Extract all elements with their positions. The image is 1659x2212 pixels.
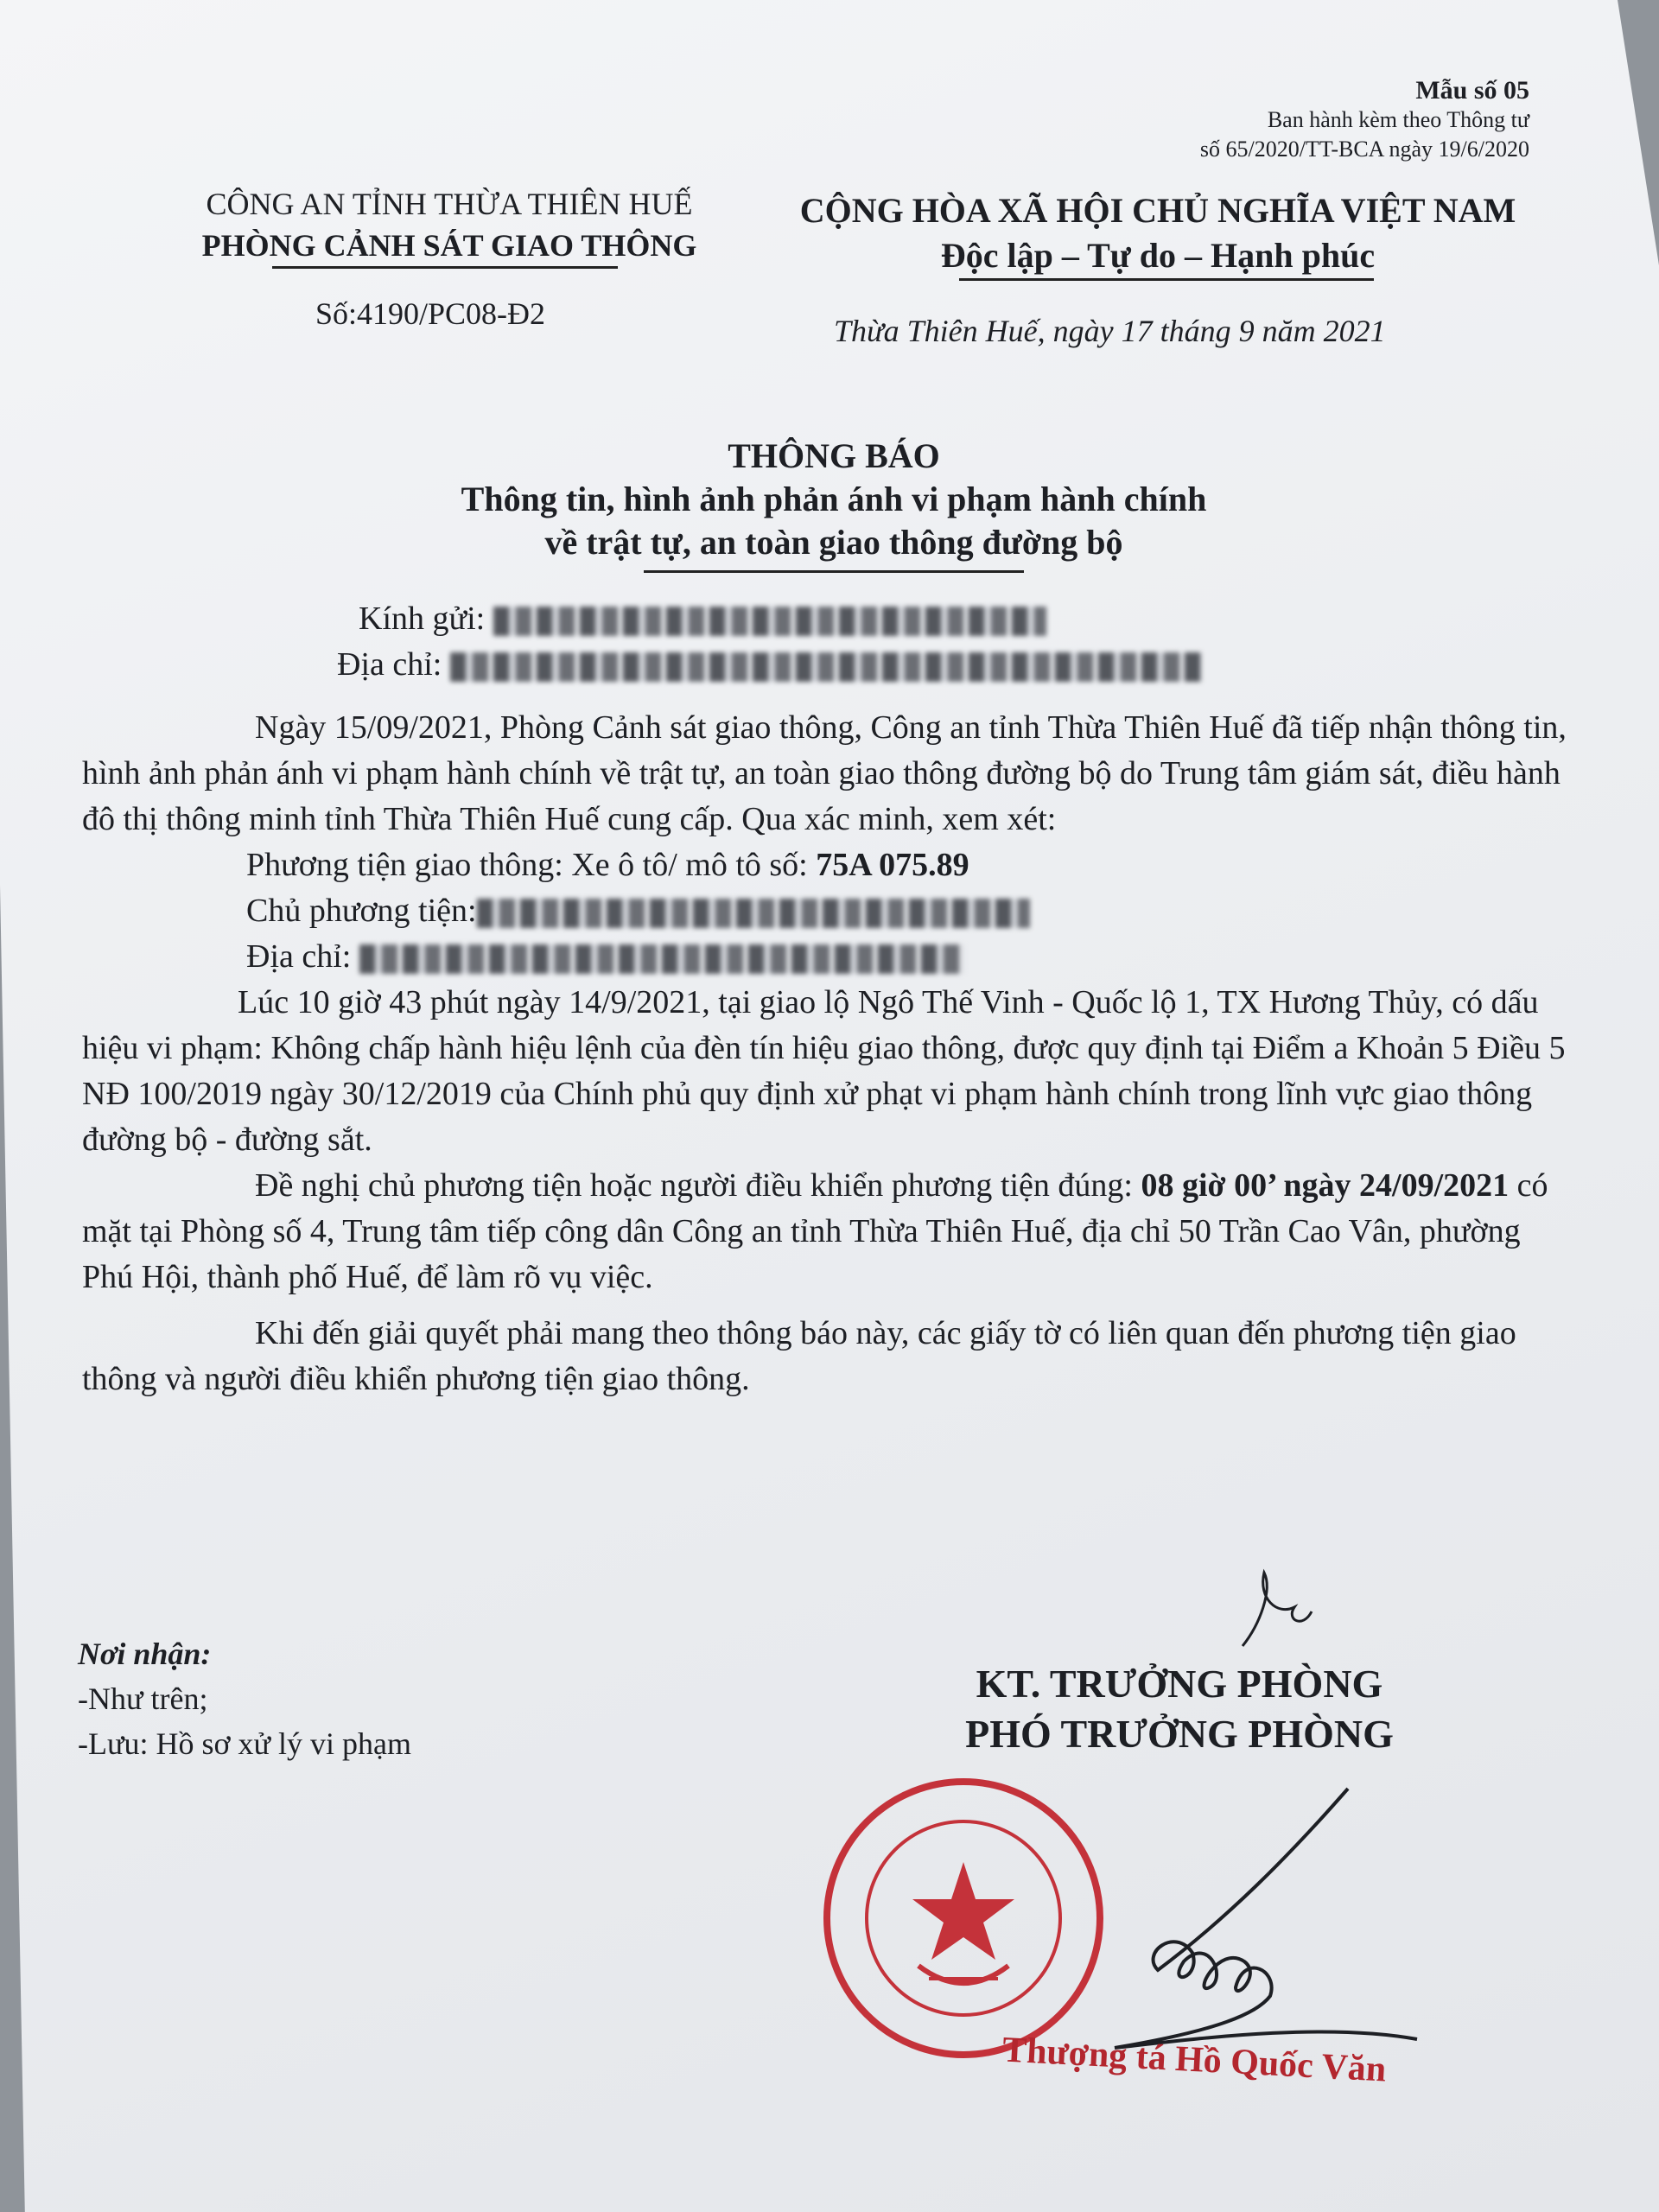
country-name: CỘNG HÒA XÃ HỘI CHỦ NGHĨA VIỆT NAM — [799, 191, 1516, 230]
signer-title-1: KT. TRƯỞNG PHÒNG — [976, 1662, 1383, 1706]
redacted-owner — [477, 899, 1030, 928]
handwritten-signature-icon — [1063, 1780, 1426, 2056]
agency-parent: CÔNG AN TỈNH THỪA THIÊN HUẾ — [206, 187, 693, 221]
agency-header — [168, 183, 730, 266]
appointment-time: 08 giờ 00’ ngày 24/09/2021 — [1141, 1167, 1510, 1204]
owner-label: Chủ phương tiện: — [246, 893, 477, 929]
form-reference — [1200, 76, 1529, 164]
form-ref-line2: số 65/2020/TT-BCA ngày 19/6/2020 — [1199, 137, 1529, 162]
signer-block — [894, 1659, 1465, 1759]
paragraph-3 — [82, 1163, 1577, 1300]
paragraph-1: Ngày 15/09/2021, Phòng Cảnh sát giao thông, Công an tỉnh Thừa Thiên Huế đã tiếp nhận thông tin, hình ảnh phản ánh vi phạm hành chính về trật tự, an toàn giao thông đường bộ do Trung tâm giám sát, điều hành đô thị thông minh tỉnh Thừa Thiên Huế cung cấp. Qua xác minh, xem xét: — [82, 709, 1567, 837]
form-ref-line1: Ban hành kèm theo Thông tư — [1267, 107, 1529, 132]
agency-unit: PHÒNG CẢNH SÁT GIAO THÔNG — [201, 228, 697, 263]
owner-line — [82, 888, 1577, 934]
notice-body — [82, 596, 1577, 1402]
addressee-line — [82, 596, 1577, 642]
vehicle-line — [82, 842, 1577, 888]
issue-date: Thừa Thiên Huế, ngày 17 tháng 9 năm 2021 — [834, 314, 1386, 348]
title-sub2: về trật tự, an toàn giao thông đường bộ — [544, 523, 1123, 562]
paragraph-2: Lúc 10 giờ 43 phút ngày 14/9/2021, tại giao lộ Ngô Thế Vinh - Quốc lộ 1, TX Hương Thủy, có dấu hiệu vi phạm: Không chấp hành hiệu lệnh của đèn tín hiệu giao thông, được quy định tại Điểm a Khoản 5 Điều 5 NĐ 100/2019 ngày 30/12/2019 của Chính phủ quy định xử phạt vi phạm hành chính trong lĩnh vực giao thông đường bộ - đường sắt. — [82, 984, 1566, 1158]
title-divider — [644, 570, 1024, 573]
recipients-block — [78, 1631, 411, 1766]
addressee-address-line — [82, 642, 1577, 688]
document-number: Số:4190/PC08-Đ2 — [315, 296, 546, 331]
owner-address-line — [82, 934, 1577, 980]
para3-pre: Đề nghị chủ phương tiện hoặc người điều khiển phương tiện đúng: — [255, 1167, 1141, 1204]
national-header — [778, 188, 1538, 278]
signer-name: Thượng tá Hồ Quốc Văn — [1001, 2030, 1388, 2090]
recipient-item: -Lưu: Hồ sơ xử lý vi phạm — [78, 1726, 412, 1761]
motto-divider — [959, 278, 1374, 281]
country-motto: Độc lập – Tự do – Hạnh phúc — [940, 236, 1376, 275]
form-code: Mẫu số 05 — [1415, 76, 1529, 105]
agency-divider — [272, 266, 618, 269]
notice-title — [0, 435, 1659, 564]
signer-title-2: PHÓ TRƯỞNG PHÒNG — [965, 1712, 1394, 1756]
license-plate: 75A 075.89 — [816, 847, 969, 883]
title-main: THÔNG BÁO — [728, 436, 940, 475]
para3-post: có mặt tại Phòng số 4, Trung tâm tiếp công dân Công an tỉnh Thừa Thiên Huế, địa chỉ 50 Trần Cao Vân, phường Phú Hội, thành phố Huế, để làm rõ vụ việc. — [82, 1167, 1548, 1295]
redacted-owner-address — [359, 944, 964, 974]
initial-signature-icon — [1225, 1564, 1320, 1659]
redacted-recipient — [493, 607, 1046, 636]
address-label: Địa chỉ: — [337, 646, 442, 683]
paragraph-4: Khi đến giải quyết phải mang theo thông báo này, các giấy tờ có liên quan đến phương tiện giao thông và người điều khiển phương tiện giao thông. — [82, 1315, 1516, 1397]
recipients-heading: Nơi nhận: — [78, 1637, 212, 1671]
to-label: Kính gửi: — [359, 601, 486, 637]
recipient-item: -Như trên; — [78, 1681, 208, 1716]
owner-address-label: Địa chỉ: — [246, 938, 352, 975]
redacted-address — [450, 652, 1202, 682]
vehicle-label: Phương tiện giao thông: Xe ô tô/ mô tô số: — [246, 847, 808, 883]
title-sub1: Thông tin, hình ảnh phản ánh vi phạm hành chính — [461, 480, 1207, 518]
